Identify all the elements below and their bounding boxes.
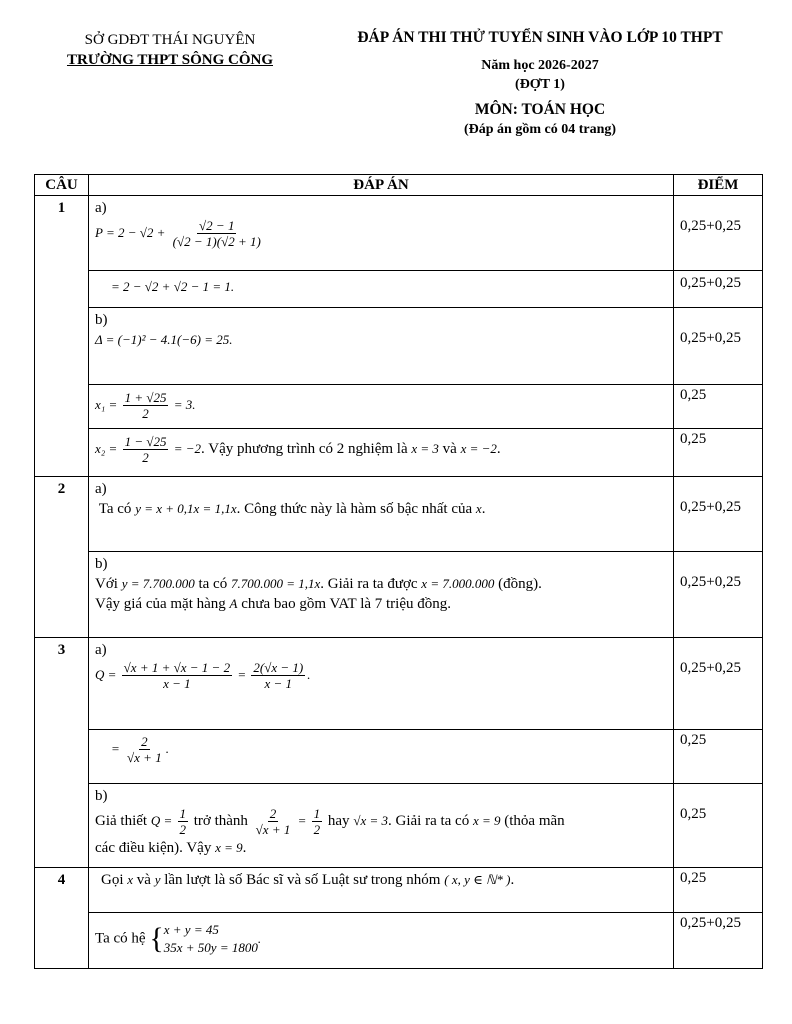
answer-text: . Giải ra ta được [320, 576, 418, 592]
answer-table [34, 174, 763, 969]
answer-text: Vậy giá của mặt hàng [95, 596, 226, 612]
answer-text: ta có [198, 576, 228, 592]
answer-text: . Vậy phương trình có 2 nghiệm là [201, 440, 408, 457]
answer-cell [89, 730, 674, 784]
part-label: a) [95, 200, 107, 216]
part-label: a) [95, 642, 107, 658]
answer-text: Gọi [101, 872, 124, 888]
header-right [330, 28, 750, 139]
document-title: ĐÁP ÁN THI THỬ TUYỂN SINH VÀO LỚP 10 THPT [357, 29, 723, 46]
formula: Q = $\frac{1}{2}$ [150, 806, 186, 837]
answer-text: và [136, 872, 151, 888]
table-row [35, 552, 763, 638]
score-cell: 0,25 [674, 385, 763, 429]
answer-text: chưa bao gồm VAT là 7 triệu đồng. [241, 596, 452, 612]
score-cell: 0,25+0,25 [674, 271, 763, 308]
answer-cell [89, 271, 674, 308]
question-number: 2 [35, 477, 89, 638]
answer-cell [89, 913, 674, 969]
formula: = 2 − √2 + √2 − 1 = 1. [111, 279, 235, 294]
table-row [35, 385, 763, 429]
answer-text: trở thành [193, 812, 248, 829]
formula: ( x, y ∈ ℕ* ) [444, 872, 511, 887]
formula: x = 7.000.000 [421, 576, 495, 591]
formula: x [127, 872, 134, 887]
score-cell: 0,25+0,25 [674, 913, 763, 969]
formula: y [154, 872, 161, 887]
answer-text: các điều kiện). Vậy [95, 840, 212, 856]
answer-text: . Giải ra ta có [388, 812, 470, 829]
formula: 7.700.000 = 1,1x [230, 576, 321, 591]
part-label: b) [95, 312, 108, 328]
formula: { x + y = 45 35x + 50y = 1800 . [149, 922, 262, 955]
table-row [35, 271, 763, 308]
score-cell: 0,25 [674, 730, 763, 784]
answer-text: (đồng). [498, 576, 542, 592]
part-label: b) [95, 556, 108, 572]
exam-round: (ĐỢT 1) [515, 77, 565, 92]
formula: x [475, 501, 482, 516]
formula: √x = 3 [353, 812, 388, 828]
formula: y = 7.700.000 [121, 576, 195, 591]
table-row [35, 477, 763, 552]
question-number: 3 [35, 638, 89, 868]
table-row [35, 730, 763, 784]
school-year: Năm học 2026-2027 [481, 58, 599, 73]
part-label: a) [95, 481, 107, 497]
answer-cell: Gọi x và y lần lượt là số Bác sĩ và số Luật sư trong nhóm ( x, y ∈ ℕ* ). [89, 868, 674, 913]
table-row [35, 913, 763, 969]
answer-text: hay [327, 812, 350, 829]
formula: x₂ = $\frac{1 - √25}{2}$ = −2 [95, 434, 202, 465]
page-count-note: (Đáp án gồm có 04 trang) [463, 122, 617, 137]
question-number: 1 [35, 196, 89, 477]
col-header-cau: CÂU [35, 175, 89, 196]
score-cell: 0,25+0,25 [674, 552, 763, 638]
formula: A [229, 596, 238, 611]
answer-cell [89, 552, 674, 638]
answer-text: . Công thức này là hàm số bậc nhất của [236, 501, 473, 517]
answer-text: Ta có [98, 501, 132, 517]
table-row [35, 638, 763, 730]
score-cell: 0,25 [674, 429, 763, 477]
answer-cell [89, 308, 674, 385]
score-cell: 0,25+0,25 [674, 638, 763, 730]
answer-text: và [442, 440, 457, 457]
table-row [35, 868, 763, 913]
department-name: SỞ GDĐT THÁI NGUYÊN [84, 32, 256, 48]
formula: x = −2 [460, 440, 497, 456]
formula: y = x + 0,1x = 1,1x [135, 501, 237, 516]
table-row [35, 429, 763, 477]
formula: $\frac{2}{√x + 1}$ = $\frac{1}{2}$ [255, 806, 321, 837]
school-name: TRƯỜNG THPT SÔNG CÔNG [66, 52, 273, 68]
answer-cell [89, 385, 674, 429]
question-number: 4 [35, 868, 89, 969]
formula: Q = $\frac{√x + 1 + √x - 1 - 2}{x - 1}$ = $\frac{2(√x - 1)}{x - 1}$ . [95, 660, 311, 691]
score-cell: 0,25+0,25 [674, 196, 763, 271]
answer-text: (thỏa mãn [504, 812, 565, 829]
score-cell: 0,25 [674, 868, 763, 913]
answer-cell: b) Giả thiết Q = $\frac{1}{2}$ trở thành $\frac{2}{√x + 1}$ = $\frac{1}{2}$ hay √x = 3. Giải ra ta có x = 9 (thỏa mãn các điều kiện). Vậy x = 9. [89, 784, 674, 868]
answer-text: lần lượt là số Bác sĩ và số Luật sư trong nhóm [164, 872, 441, 888]
formula: Δ = (−1)² − 4.1(−6) = 25. [95, 332, 233, 347]
part-label: b) [95, 788, 108, 804]
formula: x = 9 [215, 840, 243, 855]
score-cell: 0,25+0,25 [674, 477, 763, 552]
answer-cell: x₂ = $\frac{1 - √25}{2}$ = −2. Vậy phương trình có 2 nghiệm là x = 3 và x = −2. [89, 429, 674, 477]
col-header-diem: ĐIỂM [674, 175, 763, 196]
table-row [35, 308, 763, 385]
answer-text: Với [95, 576, 118, 592]
answer-cell [89, 196, 674, 271]
answer-text: Ta có hệ [95, 930, 146, 947]
score-cell: 0,25 [674, 784, 763, 868]
formula: x = 3 [411, 440, 439, 456]
answer-text: Giả thiết [95, 812, 148, 829]
formula: x₁ = $\frac{1 + √25}{2}$ = 3. [95, 390, 196, 421]
formula: P = 2 − √2 + $\frac{√2 - 1}{(√2 - 1)(√2 + 1)}$ [95, 218, 261, 249]
header-left [40, 30, 300, 70]
table-row [35, 784, 763, 868]
answer-cell: a) Ta có y = x + 0,1x = 1,1x. Công thức này là hàm số bậc nhất của x. [89, 477, 674, 552]
table-header-row [35, 175, 763, 196]
table-row [35, 196, 763, 271]
subject: MÔN: TOÁN HỌC [474, 101, 606, 118]
formula: = $\frac{2}{√x + 1}$ . [111, 734, 169, 765]
formula: x = 9 [472, 812, 501, 828]
col-header-dapan: ĐÁP ÁN [89, 175, 674, 196]
answer-cell [89, 638, 674, 730]
score-cell: 0,25+0,25 [674, 308, 763, 385]
